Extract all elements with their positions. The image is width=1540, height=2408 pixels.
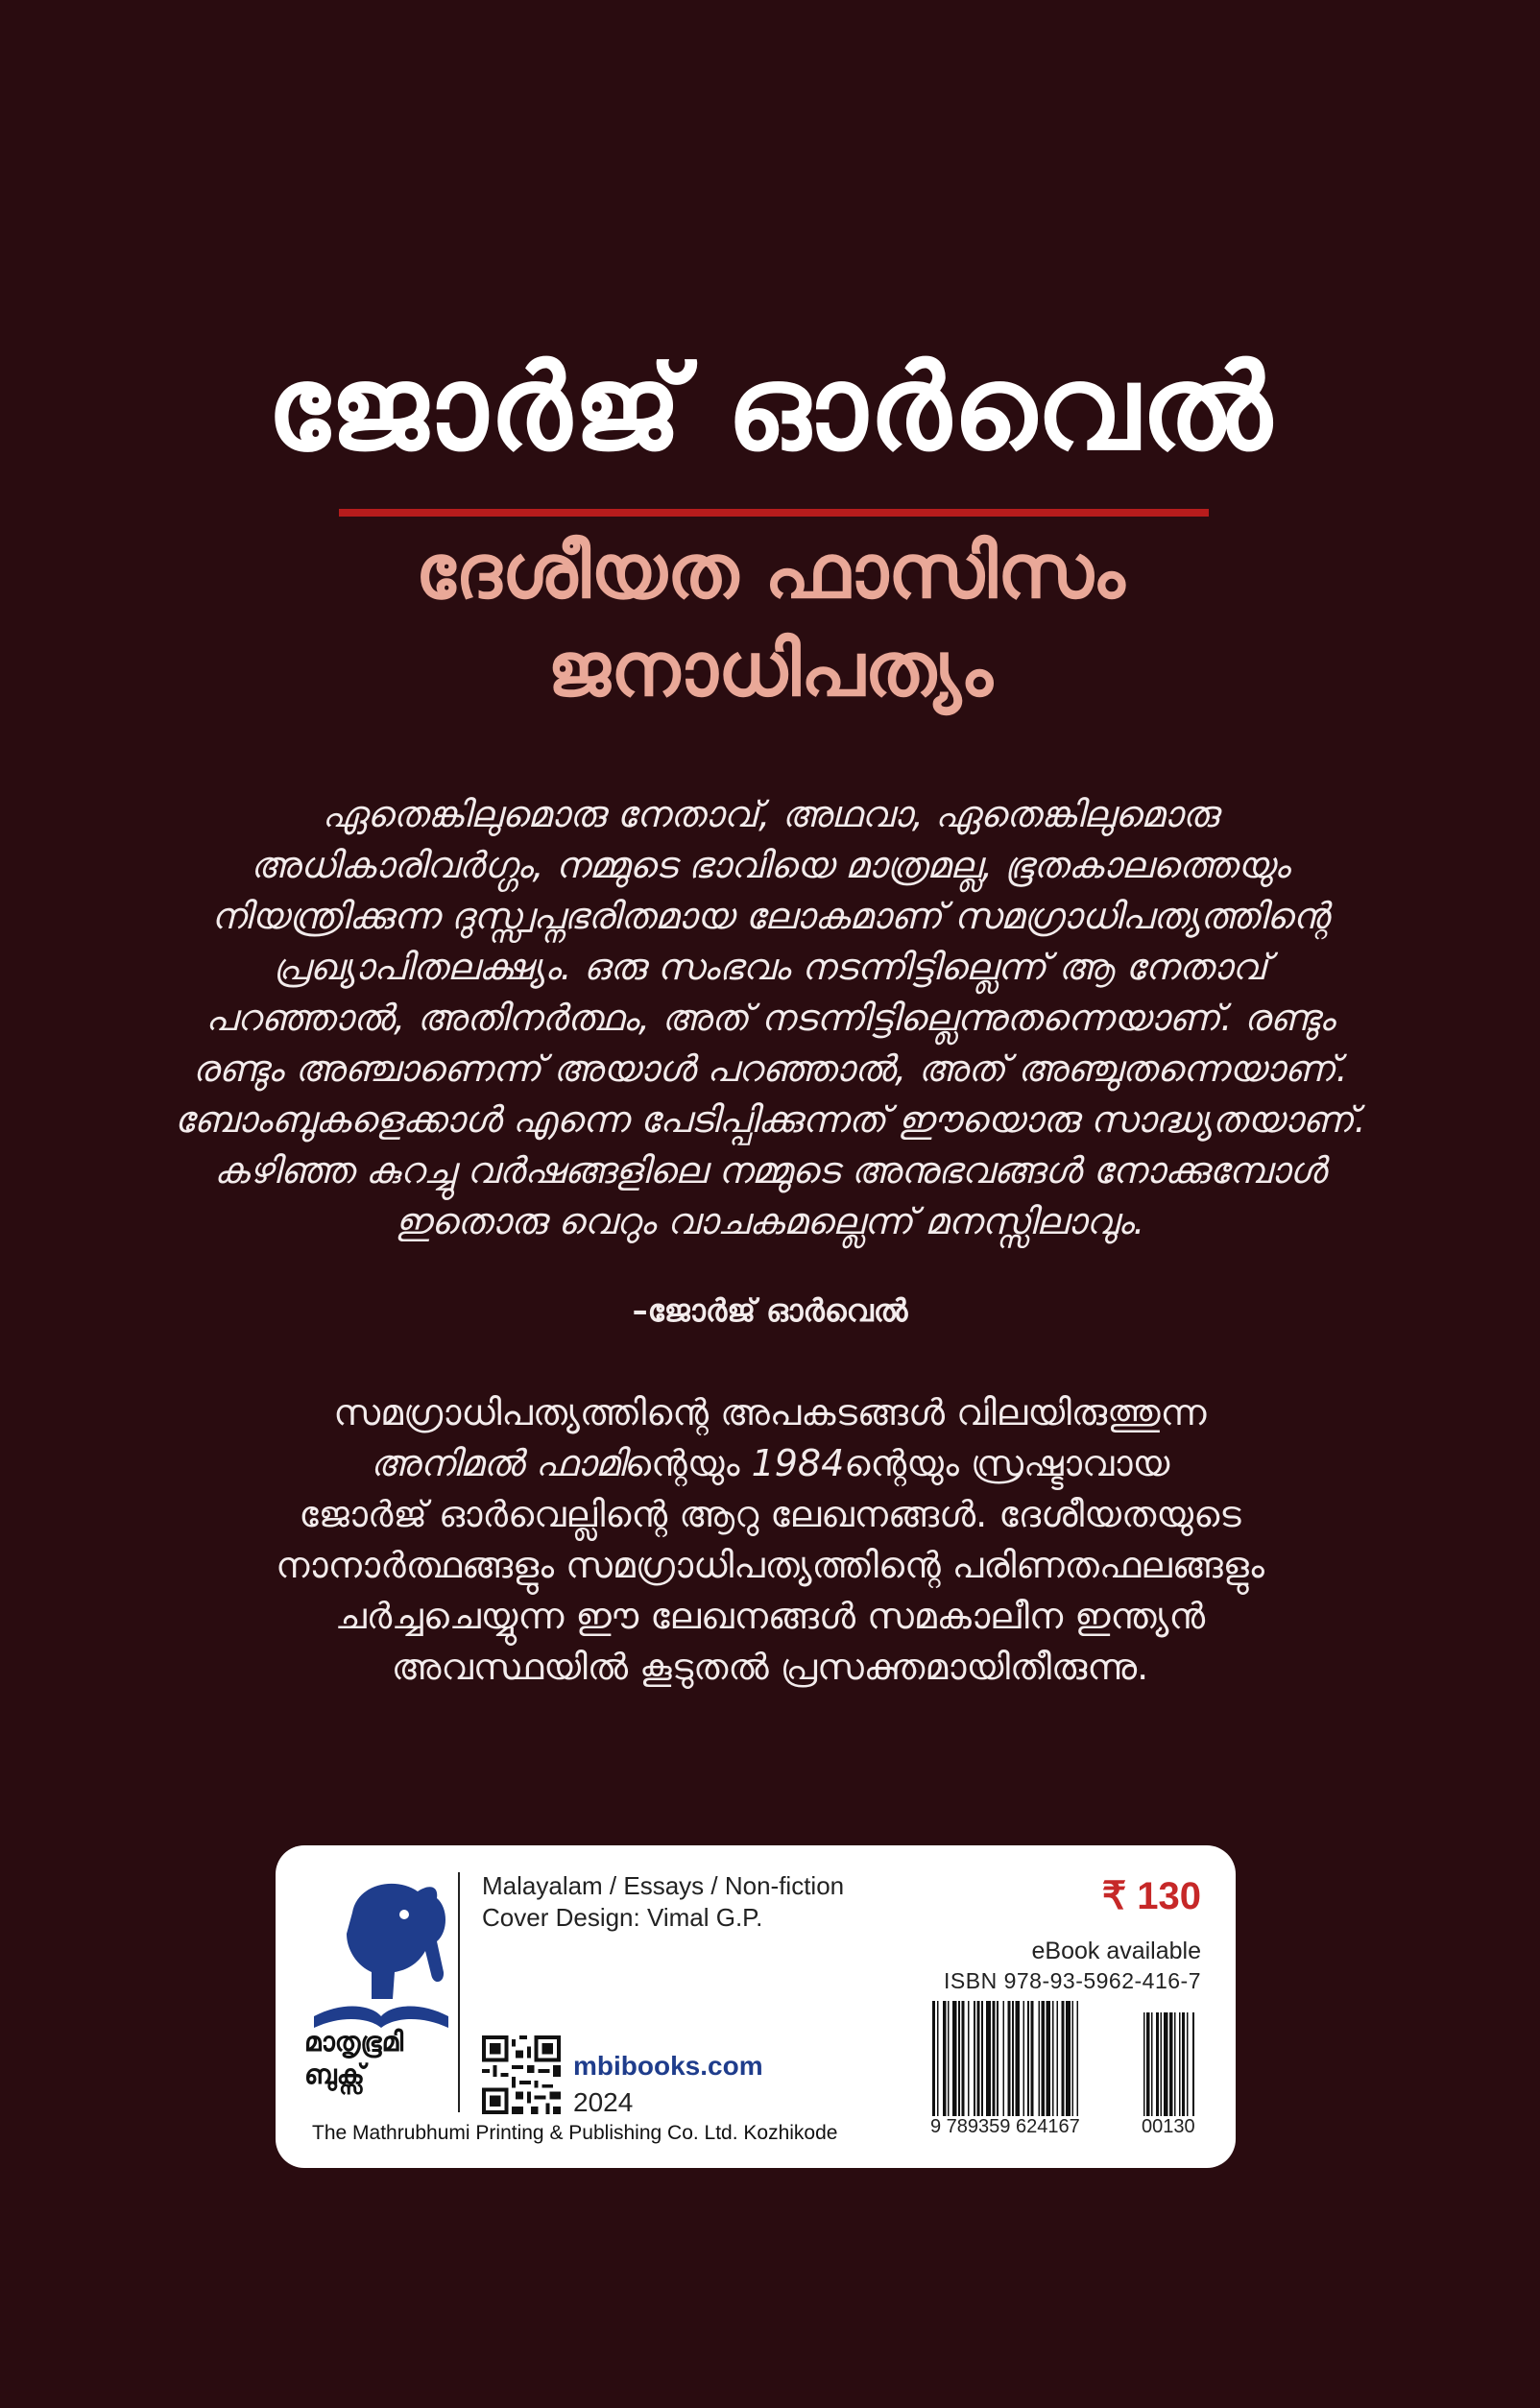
book-title-1984: 1984 <box>751 1442 845 1484</box>
barcode-bar <box>1007 2001 1010 2116</box>
barcode-bar <box>961 2001 964 2116</box>
barcode-bar <box>932 2001 935 2116</box>
logo-line: ബുക്സ് <box>304 2059 365 2090</box>
logo-line: മാതൃഭൂമി <box>304 2026 404 2058</box>
barcode-addon-digits: 00130 <box>1142 2116 1195 2137</box>
barcode-bar <box>948 2001 950 2116</box>
barcode-bar <box>937 2001 939 2116</box>
blurb-text: ന്റെയും <box>624 1442 752 1484</box>
publisher-website: mbibooks.com <box>573 2051 763 2081</box>
barcode-bar <box>981 2001 983 2116</box>
barcode-addon-bar <box>1161 2012 1163 2116</box>
book-title-animal-farm: അനിമൽ ഫാമി <box>370 1442 625 1484</box>
barcode-bar <box>1061 2001 1064 2116</box>
blurb-text: ന്റെയും സ്രഷ്ടാവായ <box>844 1442 1170 1484</box>
barcode-bar <box>1046 2001 1050 2116</box>
barcode-bar <box>958 2001 960 2116</box>
barcode-addon-bar <box>1179 2012 1181 2116</box>
quote-line: പ്രഖ്യാപിതലക്ഷ്യം. ഒരു സംഭവം നടന്നിട്ടില്ലെന്ന് ആ നേതാവ് <box>273 946 1267 988</box>
quote-line: പറഞ്ഞാൽ, അതിനർത്ഥം, അത് നടന്നിട്ടില്ലെന്നുതന്നെയാണ്. രണ്ടും <box>205 997 1335 1039</box>
barcode-bar <box>1038 2001 1040 2116</box>
blurb-line: അവസ്ഥയിൽ കൂടുതൽ പ്രസക്തമായിതീരുന്നു. <box>391 1646 1149 1688</box>
barcode-bar <box>1015 2001 1020 2116</box>
barcode-addon-bar <box>1143 2012 1145 2116</box>
barcode-bar <box>1027 2001 1029 2116</box>
author-name: ജോർജ് ഓർവെൽ <box>266 340 1274 476</box>
divider-line <box>458 1872 460 2112</box>
barcode-addon-bar <box>1151 2012 1153 2116</box>
quote-line: രണ്ടും അഞ്ചാണെന്ന് അയാൾ പറഞ്ഞാൽ, അത് അഞ്ചുതന്നെയാണ്. <box>192 1047 1348 1090</box>
isbn-label: ISBN 978-93-5962-416-7 <box>944 1968 1201 1993</box>
barcode-bar <box>997 2001 999 2116</box>
barcode-digits: 9 789359 624167 <box>930 2116 1080 2137</box>
barcode-bar <box>1057 2001 1059 2116</box>
blurb-line: ചർച്ചചെയ്യുന്ന ഈ ലേഖനങ്ങൾ സമകാലീന ഇന്ത്യൻ <box>334 1595 1206 1637</box>
book-title-line2: ജനാധിപത്യം <box>547 627 993 713</box>
publication-year: 2024 <box>573 2087 634 2117</box>
category: Malayalam / Essays / Non-fiction <box>482 1871 845 1900</box>
quote-attribution: –ജോർജ് ഓർവെൽ <box>632 1292 908 1329</box>
cover-design-credit: Cover Design: Vimal G.P. <box>482 1903 763 1932</box>
barcode-addon-bar <box>1192 2012 1194 2116</box>
book-meta <box>482 1870 844 1934</box>
blurb-line: ജോർജ് ഓർവെല്ലിന്റെ ആറു ലേഖനങ്ങൾ. ദേശീയതയുടെ <box>299 1493 1241 1535</box>
quote-line: ബോംബുകളെക്കാൾ എന്നെ പേടിപ്പിക്കുന്നത് ഈയൊരു സാദ്ധ്യതയാണ്. <box>174 1098 1366 1141</box>
publisher-logo-text <box>304 2026 468 2091</box>
quote-line: കഴിഞ്ഞ കുറച്ചു വർഷങ്ങളിലെ നമ്മുടെ അനുഭവങ്ങൾ നോക്കുമ്പോൾ <box>213 1149 1327 1192</box>
barcode-bar <box>1030 2001 1033 2116</box>
barcode-bar <box>1003 2001 1005 2116</box>
barcode-bar <box>952 2001 957 2116</box>
barcode-addon-bar <box>1146 2012 1149 2116</box>
barcode-addon-bar <box>1156 2012 1159 2116</box>
blurb-line: നാനാർത്ഥങ്ങളും സമഗ്രാധിപത്യത്തിന്റെ പരിണതഫലങ്ങളും <box>276 1544 1264 1586</box>
barcode-bar <box>976 2001 979 2116</box>
barcode-bar <box>992 2001 995 2116</box>
ebook-note: eBook available <box>1031 1938 1201 1964</box>
barcode-bar <box>974 2001 975 2116</box>
quote-line: നിയന്ത്രിക്കുന്ന ദുസ്സ്വപ്നഭരിതമായ ലോകമാണ് സമഗ്രാധിപത്യത്തിന്റെ <box>210 895 1330 937</box>
barcode-bar <box>968 2001 970 2116</box>
barcode-bar <box>1076 2001 1078 2116</box>
publisher-name: The Mathrubhumi Printing & Publishing Co. Ltd. Kozhikode <box>312 2122 838 2144</box>
barcode-bar <box>943 2001 946 2116</box>
barcode-addon-bar <box>1164 2012 1168 2116</box>
barcode-addon-bar <box>1182 2012 1185 2116</box>
title-divider <box>339 509 1209 517</box>
quote-line: അധികാരിവർഗ്ഗം, നമ്മുടെ ഭാവിയെ മാത്രമല്ല, ഭൂതകാലത്തെയും <box>250 844 1290 886</box>
quote-line: ഇതൊരു വെറും വാചകമല്ലെന്ന് മനസ്സിലാവും. <box>395 1200 1145 1242</box>
price-label: ₹ 130 <box>1101 1875 1201 1917</box>
book-blurb <box>154 1387 1386 1693</box>
barcode-addon-bar <box>1169 2012 1172 2116</box>
book-title-line1: ദേശീയത ഫാസിസം <box>415 529 1125 615</box>
barcode-bar <box>1052 2001 1054 2116</box>
barcode-bar <box>1066 2001 1071 2116</box>
qr-code-icon <box>482 2035 561 2114</box>
orwell-quote <box>154 789 1386 1247</box>
barcode-bar <box>1042 2001 1045 2116</box>
isbn-barcode <box>930 2001 1218 2116</box>
barcode-bar <box>1072 2001 1074 2116</box>
quote-line: ഏതെങ്കിലുമൊരു നേതാവ്, അഥവാ, ഏതെങ്കിലുമൊരു <box>322 793 1218 835</box>
blurb-line: സമഗ്രാധിപത്യത്തിന്റെ അപകടങ്ങൾ വിലയിരുത്തുന്ന <box>333 1391 1207 1433</box>
barcode-bar <box>1012 2001 1014 2116</box>
blurb-line <box>154 1438 1386 1489</box>
barcode-addon-bar <box>1174 2012 1176 2116</box>
barcode-bar <box>1023 2001 1024 2116</box>
barcode-bar <box>986 2001 991 2116</box>
publisher-info-box <box>276 1845 1236 2168</box>
barcode-addon-bar <box>1187 2012 1189 2116</box>
